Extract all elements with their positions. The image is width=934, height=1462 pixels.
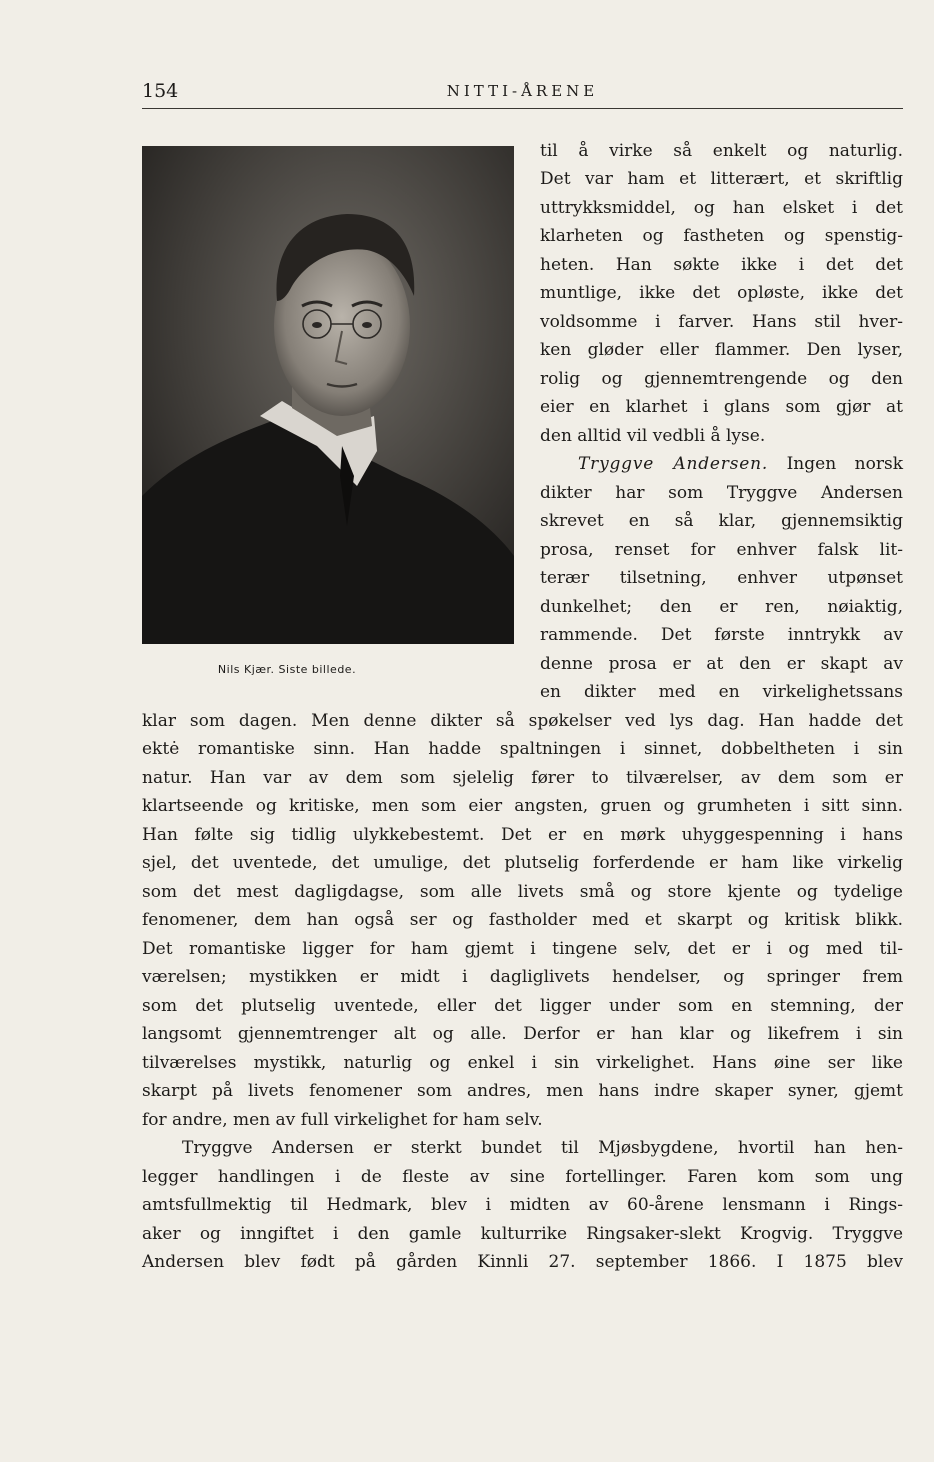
body-line: dunkelhet; den er ren, nøiaktig, — [540, 597, 903, 617]
body-line: klartseende og kritiske, men som eier angsten, gruen og grumheten i sitt sinn. — [142, 796, 903, 816]
body-line: terær tilsetning, enhver utpønset — [540, 568, 903, 588]
figure-caption: Nils Kjær. Siste billede. — [217, 663, 357, 676]
body-line: sjel, det uventede, det umulige, det plutselig forferdende er ham like virkelig — [142, 853, 903, 873]
body-line: ken gløder eller flammer. Den lyser, — [540, 340, 903, 360]
body-line: langsomt gjennemtrenger alt og alle. Derfor er han klar og likefrem i sin — [142, 1024, 903, 1044]
body-line: ektė romantiske sinn. Han hadde spaltningen i sinnet, dobbeltheten i sin — [142, 739, 903, 759]
body-line: eier en klarhet i glans som gjør at — [540, 397, 903, 417]
section-start-line — [540, 453, 903, 475]
body-line: Det romantiske ligger for ham gjemt i tingene selv, det er i og med til- — [142, 939, 903, 959]
body-line: rammende. Det første inntrykk av — [540, 625, 903, 645]
body-line: heten. Han søkte ikke i det det — [540, 255, 903, 275]
running-header — [142, 76, 903, 109]
body-line: skrevet en så klar, gjennemsiktig — [540, 511, 903, 531]
body-line: voldsomme i farver. Hans stil hver- — [540, 312, 903, 332]
body-line: for andre, men av full virkelighet for ham selv. — [142, 1110, 543, 1130]
portrait-photo — [142, 146, 514, 644]
section-name: Tryggve Andersen. — [578, 454, 769, 474]
body-line: amtsfullmektig til Hedmark, blev i midten av 60-årene lensmann i Rings- — [142, 1195, 903, 1215]
body-line: prosa, renset for enhver falsk lit- — [540, 540, 903, 560]
running-title: NITTI-ÅRENE — [446, 82, 599, 100]
body-line: klar som dagen. Men denne dikter så spøkelser ved lys dag. Han hadde det — [142, 711, 903, 731]
body-line: som det mest dagligdagse, som alle livets små og store kjente og tydelige — [142, 882, 903, 902]
page-number: 154 — [142, 80, 179, 102]
body-line: klarheten og fastheten og spenstig- — [540, 226, 903, 246]
body-line: legger handlingen i de fleste av sine fortellinger. Faren kom som ung — [142, 1167, 903, 1187]
portrait-photo-icon — [142, 146, 514, 644]
body-line: Han følte sig tidlig ulykkebestemt. Det er en mørk uhyggespenning i hans — [142, 825, 903, 845]
body-line: natur. Han var av dem som sjelelig fører to tilværelser, av dem som er — [142, 768, 903, 788]
section-rest: Ingen norsk — [768, 454, 904, 474]
body-line: værelsen; mystikken er midt i dagliglivets hendelser, og springer frem — [142, 967, 903, 987]
body-line: til å virke så enkelt og naturlig. — [540, 141, 903, 161]
body-line: Tryggve Andersen er sterkt bundet til Mjøsbygdene, hvortil han hen- — [182, 1138, 903, 1158]
body-line: Det var ham et litterært, et skriftlig — [540, 169, 903, 189]
body-line: muntlige, ikke det opløste, ikke det — [540, 283, 903, 303]
body-line: dikter har som Tryggve Andersen — [540, 483, 903, 503]
body-line: tilværelses mystikk, naturlig og enkel i sin virkelighet. Hans øine ser like — [142, 1053, 903, 1073]
body-line: uttrykksmiddel, og han elsket i det — [540, 198, 903, 218]
body-line: aker og inngiftet i den gamle kulturrike Ringsaker-slekt Krogvig. Tryggve — [142, 1224, 903, 1244]
body-line: som det plutselig uventede, eller det ligger under som en stemning, der — [142, 996, 903, 1016]
body-line: den alltid vil vedbli å lyse. — [540, 426, 766, 446]
body-line: skarpt på livets fenomener som andres, men hans indre skaper syner, gjemt — [142, 1081, 903, 1101]
body-line: denne prosa er at den er skapt av — [540, 654, 903, 674]
body-line: rolig og gjennemtrengende og den — [540, 369, 903, 389]
body-line: en dikter med en virkelighetssans — [540, 682, 903, 702]
body-line: fenomener, dem han også ser og fastholder med et skarpt og kritisk blikk. — [142, 910, 903, 930]
body-line: Andersen blev født på gården Kinnli 27. september 1866. I 1875 blev — [142, 1252, 903, 1272]
